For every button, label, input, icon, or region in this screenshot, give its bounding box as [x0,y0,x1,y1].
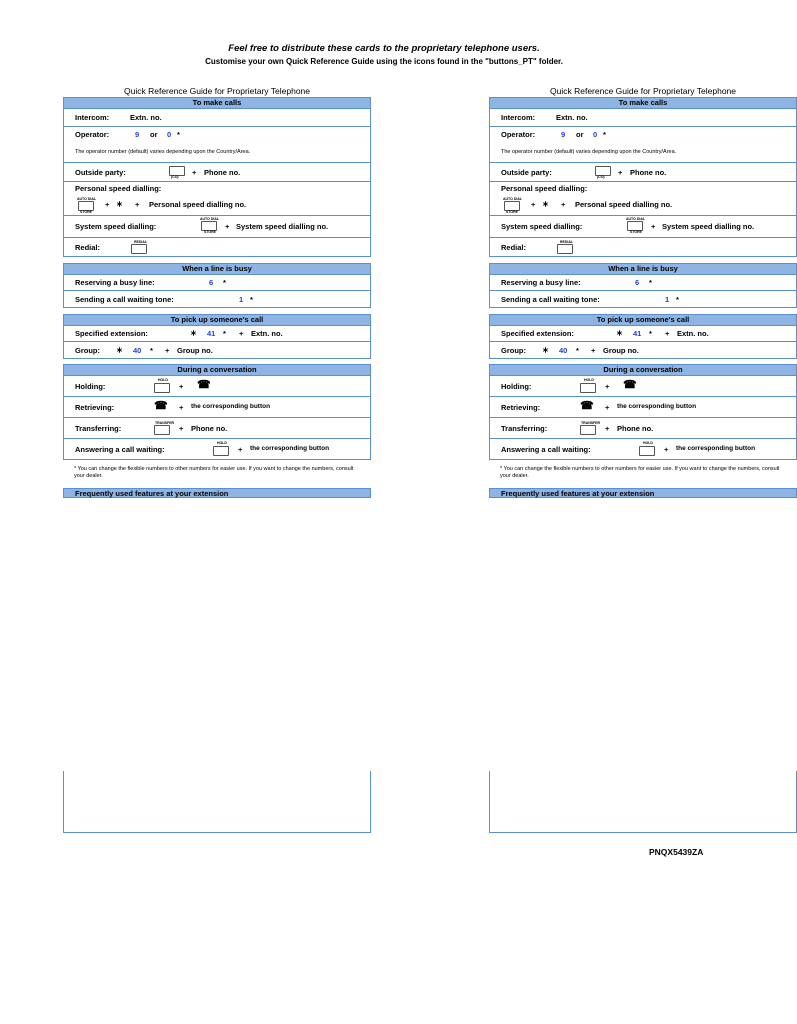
reference-card-left [63,85,371,498]
row-system-speed [489,216,797,238]
group-star: * [576,346,579,355]
operator-or: or [576,130,584,139]
specified-plus: + [665,329,670,338]
system-value: System speed dialling no. [662,222,755,231]
row-answering [489,439,797,460]
group-number: 40 [133,346,142,355]
personal-value: Personal speed dialling no. [575,200,673,209]
transfer-button-icon [580,425,596,435]
section-busy: When a line is busy [489,263,797,275]
personal-plus-1: + [105,200,110,209]
system-plus: + [225,222,230,231]
specified-star: * [223,329,226,338]
section-conversation: During a conversation [489,364,797,376]
group-value: Group no. [177,346,213,355]
operator-label: Operator: [75,130,110,139]
asterisk-key-icon: ⁎ [117,344,122,355]
operator-or: or [150,130,158,139]
footnote: * You can change the flexible numbers to other numbers for easier use. If you want to change the numbers, consult your dealer. [74,466,354,479]
row-intercom [489,109,797,127]
answering-plus: + [664,445,669,454]
row-retrieving [489,397,797,418]
card-title: Quick Reference Guide for Proprietary Telephone [124,86,310,96]
sending-star: * [676,295,679,304]
product-code: PNQX5439ZA [649,847,704,857]
store-caption: STORE [506,210,518,214]
transferring-plus: + [179,424,184,433]
operator-label: Operator: [501,130,536,139]
operator-number-9: 9 [561,130,566,139]
group-label: Group: [501,346,526,355]
operator-star: * [177,130,180,139]
reserving-label: Reserving a busy line: [75,278,155,287]
section-pickup: To pick up someone's call [63,314,371,326]
holding-label: Holding: [75,382,106,391]
personal-label: Personal speed dialling: [501,184,588,193]
redial-button-icon [131,244,147,254]
outside-plus: + [192,168,197,177]
frequently-used-band: Frequently used features at your extension [489,488,797,498]
row-intercom [63,109,371,127]
specified-value: Extn. no. [677,329,709,338]
reserving-label: Reserving a busy line: [501,278,581,287]
specified-label: Specified extension: [75,329,148,338]
intercom-label: Intercom: [501,113,536,122]
group-plus: + [591,346,596,355]
answering-plus: + [238,445,243,454]
customise-note: Customise your own Quick Reference Guide using the icons found in the "buttons_PT" folder. [205,57,563,66]
hold-caption: HOLD [584,378,594,382]
transferring-plus: + [605,424,610,433]
row-sending [489,291,797,308]
asterisk-key-icon: ⁎ [617,327,622,338]
section-make-calls: To make calls [489,97,797,109]
system-value: System speed dialling no. [236,222,329,231]
personal-plus-2: + [561,200,566,209]
retrieving-plus: + [605,403,610,412]
redial-label: Redial: [501,243,527,252]
asterisk-key-icon: ⁎ [117,198,122,209]
off-hook-handset-icon: ☎ [154,400,168,412]
row-transferring [63,418,371,439]
reference-card-right [489,85,797,498]
frequently-used-band: Frequently used features at your extension [63,488,371,498]
operator-note: The operator number (default) varies depending upon the Country/Area. [75,149,251,155]
transferring-label: Transferring: [501,424,548,433]
system-auto-dial-caption: AUTO DIAL [626,217,645,221]
answering-hold-caption: HOLD [643,441,653,445]
holding-label: Holding: [501,382,532,391]
transferring-value: Phone no. [191,424,228,433]
personal-plus-1: + [531,200,536,209]
retrieving-value: the corresponding button [191,403,271,410]
outside-label: Outside party: [75,168,126,177]
reserving-number: 6 [209,278,214,287]
row-holding [489,376,797,397]
answering-value: the corresponding button [676,445,756,452]
outside-value: Phone no. [204,168,241,177]
transfer-button-icon [154,425,170,435]
specified-number: 41 [633,329,642,338]
row-specified-extension [63,326,371,342]
footnote: * You can change the flexible numbers to other numbers for easier use. If you want to change the numbers, consult your dealer. [500,466,780,479]
notes-box [63,771,371,833]
sending-label: Sending a call waiting tone: [501,295,600,304]
retrieving-label: Retrieving: [75,403,115,412]
specified-label: Specified extension: [501,329,574,338]
intercom-value: Extn. no. [556,113,588,122]
operator-star: * [603,130,606,139]
row-specified-extension [489,326,797,342]
row-outside-party [63,163,371,182]
sending-number: 1 [239,295,244,304]
row-group [63,342,371,359]
sending-number: 1 [665,295,670,304]
row-personal-speed [63,182,371,216]
hang-up-handset-icon: ☎ [623,379,637,391]
operator-note: The operator number (default) varies depending upon the Country/Area. [501,149,677,155]
operator-number-0: 0 [593,130,598,139]
row-transferring [489,418,797,439]
section-make-calls: To make calls [63,97,371,109]
retrieving-value: the corresponding button [617,403,697,410]
specified-value: Extn. no. [251,329,283,338]
transfer-caption: TRANSFER [581,421,601,425]
group-number: 40 [559,346,568,355]
row-system-speed [63,216,371,238]
system-label: System speed dialling: [75,222,157,231]
hold-caption: HOLD [158,378,168,382]
holding-plus: + [179,382,184,391]
answering-label: Answering a call waiting: [501,445,591,454]
asterisk-key-icon: ⁎ [543,344,548,355]
co-caption: (CO) [171,175,179,179]
retrieving-label: Retrieving: [501,403,541,412]
answering-value: the corresponding button [250,445,330,452]
redial-label: Redial: [75,243,101,252]
reserving-star: * [649,278,652,287]
off-hook-handset-icon: ☎ [580,400,594,412]
sending-label: Sending a call waiting tone: [75,295,174,304]
sending-star: * [250,295,253,304]
hang-up-handset-icon: ☎ [197,379,211,391]
personal-value: Personal speed dialling no. [149,200,247,209]
outside-label: Outside party: [501,168,552,177]
answering-hold-caption: HOLD [217,441,227,445]
redial-caption: REDIAL [560,240,574,244]
distribute-note: Feel free to distribute these cards to the proprietary telephone users. [228,43,540,54]
row-holding [63,376,371,397]
section-busy: When a line is busy [63,263,371,275]
transfer-caption: TRANSFER [155,421,175,425]
system-store-caption: STORE [204,230,216,234]
retrieving-plus: + [179,403,184,412]
system-label: System speed dialling: [501,222,583,231]
row-operator [489,127,797,163]
specified-number: 41 [207,329,216,338]
system-store-caption: STORE [630,230,642,234]
specified-plus: + [239,329,244,338]
group-label: Group: [75,346,100,355]
auto-dial-caption: AUTO DIAL [77,197,96,201]
asterisk-key-icon: ⁎ [543,198,548,209]
co-caption: (CO) [597,175,605,179]
operator-number-0: 0 [167,130,172,139]
transferring-value: Phone no. [617,424,654,433]
redial-caption: REDIAL [134,240,148,244]
section-conversation: During a conversation [63,364,371,376]
notes-box [489,771,797,833]
row-operator [63,127,371,163]
row-retrieving [63,397,371,418]
system-auto-dial-caption: AUTO DIAL [200,217,219,221]
personal-plus-2: + [135,200,140,209]
reserving-star: * [223,278,226,287]
intercom-label: Intercom: [75,113,110,122]
asterisk-key-icon: ⁎ [191,327,196,338]
card-title: Quick Reference Guide for Proprietary Telephone [550,86,736,96]
outside-value: Phone no. [630,168,667,177]
system-plus: + [651,222,656,231]
outside-plus: + [618,168,623,177]
row-redial [489,238,797,257]
group-star: * [150,346,153,355]
group-value: Group no. [603,346,639,355]
personal-label: Personal speed dialling: [75,184,162,193]
answering-hold-button-icon [639,446,655,456]
hold-button-icon [580,383,596,393]
row-group [489,342,797,359]
row-sending [63,291,371,308]
transferring-label: Transferring: [75,424,122,433]
group-plus: + [165,346,170,355]
section-pickup: To pick up someone's call [489,314,797,326]
row-reserving [63,275,371,291]
reserving-number: 6 [635,278,640,287]
specified-star: * [649,329,652,338]
auto-dial-caption: AUTO DIAL [503,197,522,201]
row-outside-party [489,163,797,182]
operator-number-9: 9 [135,130,140,139]
answering-label: Answering a call waiting: [75,445,165,454]
hold-button-icon [154,383,170,393]
row-redial [63,238,371,257]
intercom-value: Extn. no. [130,113,162,122]
holding-plus: + [605,382,610,391]
answering-hold-button-icon [213,446,229,456]
row-answering [63,439,371,460]
row-reserving [489,275,797,291]
store-caption: STORE [80,210,92,214]
redial-button-icon [557,244,573,254]
row-personal-speed [489,182,797,216]
